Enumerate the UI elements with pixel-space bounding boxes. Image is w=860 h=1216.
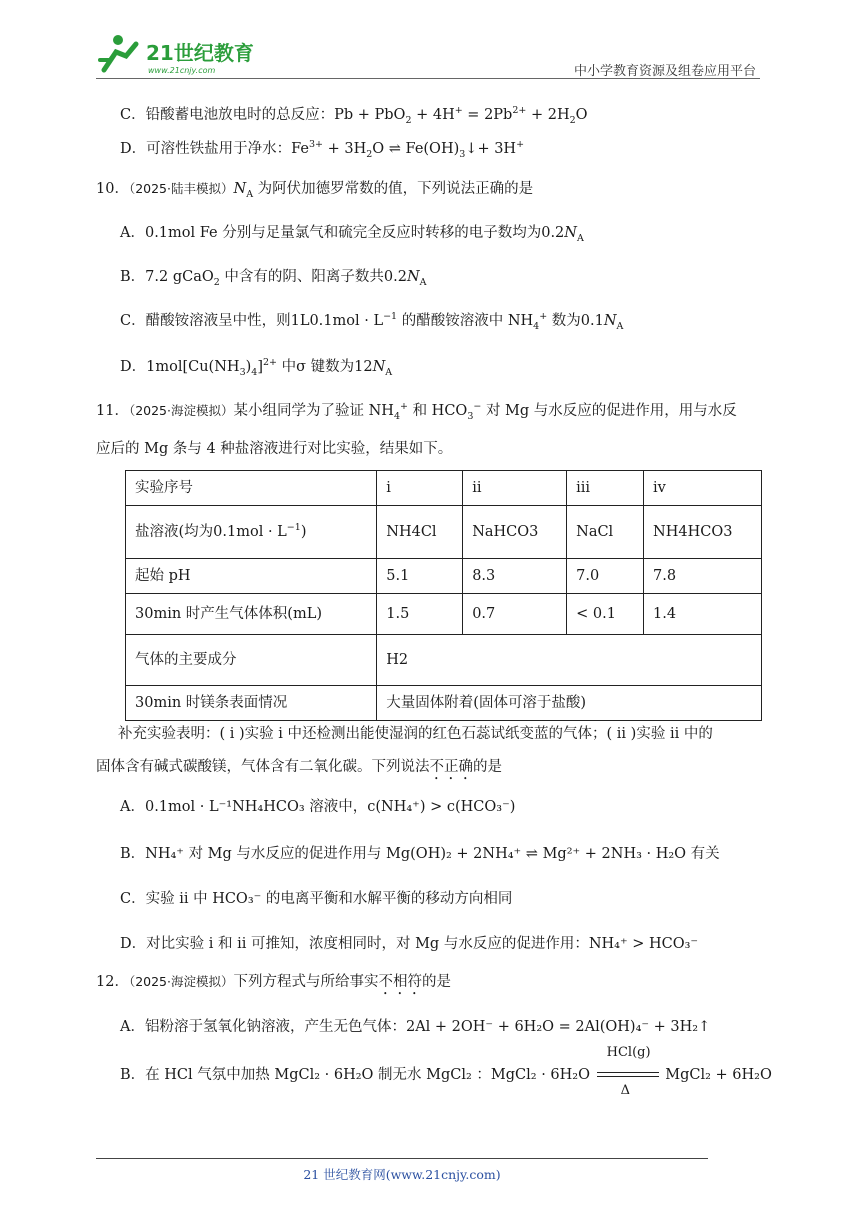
q9-option-d: D．可溶性铁盐用于净水：$Fe^{3+} + 3H_2O$ ⇌ $Fe(OH)_3↓+ 3H^+$ bbox=[120, 139, 525, 160]
q10-option-b: B．7.2 gCaO$_2$ 中含有的阴、阳离子数共$0.2N_A$ bbox=[120, 269, 427, 288]
q10-stem: 10．（2025·陆丰模拟）$N_A$ 为阿伏加德罗常数的值，下列说法正确的是 bbox=[96, 181, 534, 200]
footer-text[interactable]: 21 世纪教育网(www.21cnjy.com) bbox=[303, 1167, 501, 1182]
svg-text:21世纪教育: 21世纪教育 bbox=[146, 41, 254, 65]
q11-stem-line2: 应后的 Mg 条与 4 种盐溶液进行对比实验，结果如下。 bbox=[96, 441, 453, 457]
q12-option-b: B．在 HCl 气氛中加热 MgCl₂ · 6H₂O 制无水 MgCl₂ ：MgCl₂ · 6H₂O HCl(g) Δ MgCl₂ + 6H₂O bbox=[120, 1045, 772, 1098]
q11-stem-line1: 11．（2025·海淀模拟）某小组同学为了验证 $NH_4^+$ 和 $HCO_3^-$ 对 Mg 与水反应的促进作用，用与水反 bbox=[96, 401, 737, 422]
q11-option-b: B．NH₄⁺ 对 Mg 与水反应的促进作用与 Mg(OH)₂ + 2NH₄⁺ ⇌ Mg²⁺ + 2NH₃ · H₂O 有关 bbox=[120, 846, 720, 862]
table-row: 气体的主要成分 H2 bbox=[126, 635, 762, 686]
platform-name: 中小学教育资源及组卷应用平台 bbox=[573, 64, 756, 79]
svg-text:www.21cnjy.com: www.21cnjy.com bbox=[148, 66, 216, 75]
q10-option-d: D．$1mol[Cu(NH_3)_4]^{2+}$ 中σ 键数为$12N_A$ bbox=[120, 357, 393, 378]
q11-supplement-line2: 固体含有碱式碳酸镁，气体含有二氧化碳。下列说法不正确的是 bbox=[96, 759, 502, 775]
q11-supplement-line1: 补充实验表明：( i )实验 i 中还检测出能使湿润的红色石蕊试纸变蓝的气体；( ii )实验 ii 中的 bbox=[118, 726, 713, 742]
reaction-condition-arrow: HCl(g) Δ bbox=[597, 1067, 659, 1083]
experiment-table bbox=[125, 470, 762, 721]
table-row: 30min 时产生气体体积(mL) 1.5 0.7 < 0.1 1.4 bbox=[126, 594, 762, 635]
q11-option-c: C．实验 ii 中 HCO₃⁻ 的电离平衡和水解平衡的移动方向相同 bbox=[120, 891, 513, 907]
table-row: 30min 时镁条表面情况 大量固体附着(固体可溶于盐酸) bbox=[126, 686, 762, 721]
table-row: 盐溶液(均为$0.1mol \cdot L^{-1}$) NH4Cl NaHCO3 NaCl NH4HCO3 bbox=[126, 506, 762, 559]
table-row: 实验序号 i ii iii iv bbox=[126, 471, 762, 506]
q9-option-c: C．铅酸蓄电池放电时的总反应：$Pb + PbO_2 + 4H^+ = 2Pb^{2+} + 2H_2O$ bbox=[120, 105, 588, 126]
q10-option-c: C．醋酸铵溶液呈中性，则$1L0.1mol \cdot L^{-1}$ 的醋酸铵溶液中 $NH_4^+$ 数为$0.1N_A$ bbox=[120, 311, 624, 332]
logo-icon bbox=[96, 30, 266, 78]
footer-divider bbox=[96, 1158, 708, 1159]
table-row: 起始 pH 5.1 8.3 7.0 7.8 bbox=[126, 559, 762, 594]
header-divider bbox=[96, 78, 760, 79]
q10-option-a: A．0.1mol Fe 分别与足量氯气和硫完全反应时转移的电子数均为$0.2N_A$ bbox=[120, 225, 584, 244]
q12-option-a: A．铝粉溶于氢氧化钠溶液，产生无色气体：2Al + 2OH⁻ + 6H₂O = 2Al(OH)₄⁻ + 3H₂↑ bbox=[120, 1019, 711, 1035]
q12-stem: 12．（2025·海淀模拟）下列方程式与所给事实不相符的是 bbox=[96, 974, 451, 990]
q11-option-d: D．对比实验 i 和 ii 可推知，浓度相同时，对 Mg 与水反应的促进作用：NH₄⁺ > HCO₃⁻ bbox=[120, 936, 699, 952]
page-header bbox=[96, 30, 760, 80]
q11-option-a: A．0.1mol · L⁻¹NH₄HCO₃ 溶液中，c(NH₄⁺) > c(HCO₃⁻) bbox=[120, 799, 516, 815]
